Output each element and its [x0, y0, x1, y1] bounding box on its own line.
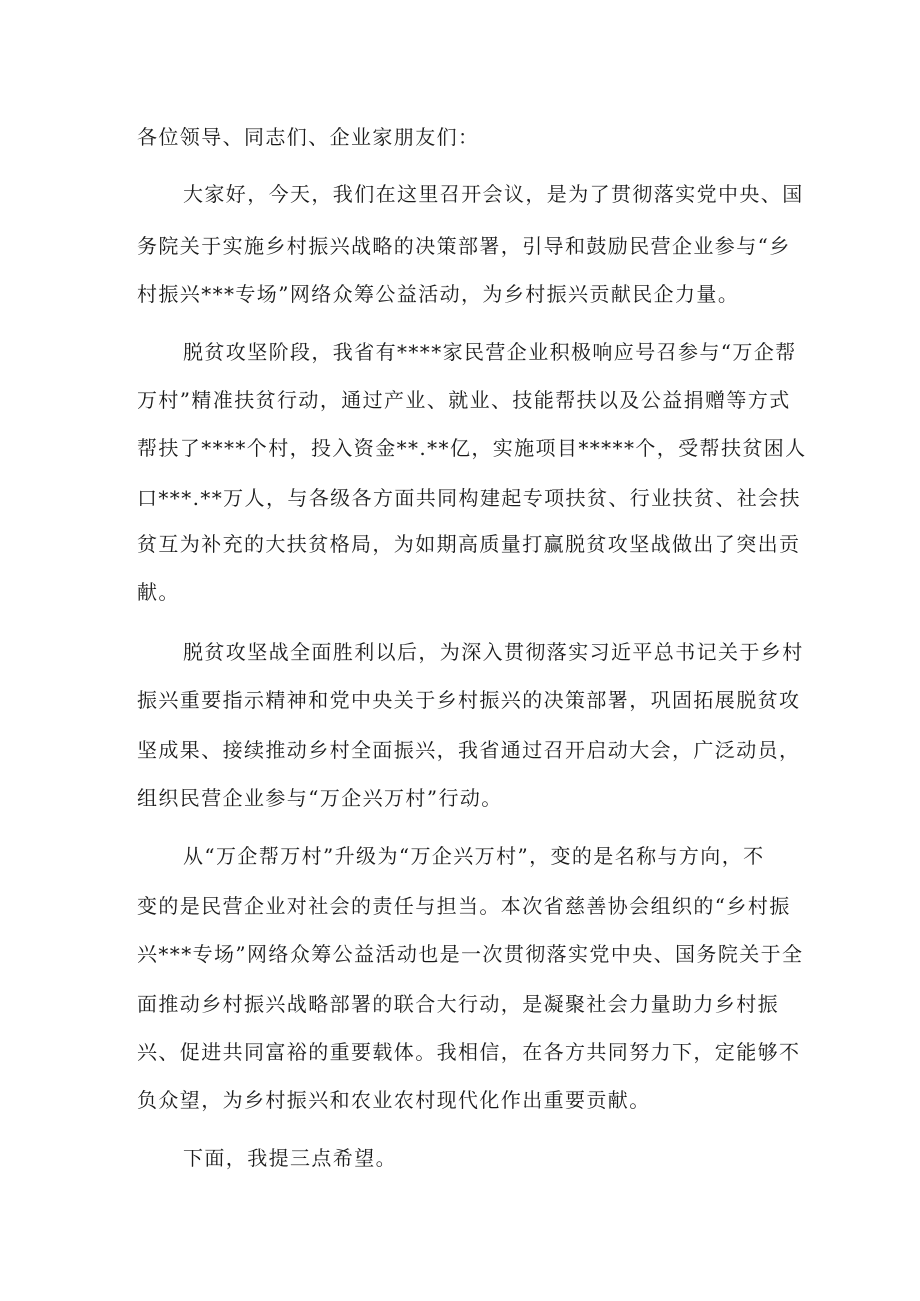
paragraph-line: 坚成果、接续推动乡村全面振兴，我省通过召开启动大会，广泛动员，	[137, 738, 801, 762]
paragraph-line: 贫互为补充的大扶贫格局，为如期高质量打赢脱贫攻坚战做出了突出贡	[137, 532, 801, 556]
paragraph-line: 面推动乡村振兴战略部署的联合大行动，是凝聚社会力量助力乡村振	[137, 992, 779, 1016]
paragraph-line: 组织民营企业参与“万企兴万村”行动。	[137, 786, 503, 810]
paragraph-line: 振兴重要指示精神和党中央关于乡村振兴的决策部署，巩固拓展脱贫攻	[137, 688, 801, 712]
paragraph-line: 务院关于实施乡村振兴战略的决策部署，引导和鼓励民营企业参与“乡	[137, 234, 791, 258]
paragraph-line: 变的是民营企业对社会的责任与担当。本次省慈善协会组织的“乡村振	[137, 894, 791, 918]
paragraph-line: 下面，我提三点希望。	[183, 1146, 397, 1170]
paragraph-line: 负众望，为乡村振兴和农业农村现代化作出重要贡献。	[137, 1088, 651, 1112]
paragraph-line: 帮扶了****个村，投入资金**.**亿，实施项目*****个，受帮扶贫困人	[137, 436, 807, 460]
salutation: 各位领导、同志们、企业家朋友们：	[137, 125, 480, 149]
paragraph-line: 脱贫攻坚战全面胜利以后，为深入贯彻落实习近平总书记关于乡村	[183, 640, 804, 664]
paragraph-line: 口***.**万人，与各级各方面共同构建起专项扶贫、行业扶贫、社会扶	[137, 486, 801, 510]
paragraph-line: 脱贫攻坚阶段，我省有****家民营企业积极响应号召参与“万企帮	[183, 340, 797, 364]
paragraph-line: 万村”精准扶贫行动，通过产业、就业、技能帮扶以及公益捐赠等方式	[137, 388, 791, 412]
paragraph-line: 大家好，今天，我们在这里召开会议，是为了贯彻落实党中央、国	[183, 182, 804, 206]
paragraph-line: 从“万企帮万村”升级为“万企兴万村”，变的是名称与方向，不	[183, 844, 765, 868]
paragraph-line: 献。	[137, 580, 180, 604]
paragraph-line: 兴、促进共同富裕的重要载体。我相信，在各方共同努力下，定能够不	[137, 1040, 801, 1064]
paragraph-line: 村振兴***专场”网络众筹公益活动，为乡村振兴贡献民企力量。	[137, 282, 740, 306]
paragraph-line: 兴***专场”网络众筹公益活动也是一次贯彻落实党中央、国务院关于全	[137, 942, 804, 966]
